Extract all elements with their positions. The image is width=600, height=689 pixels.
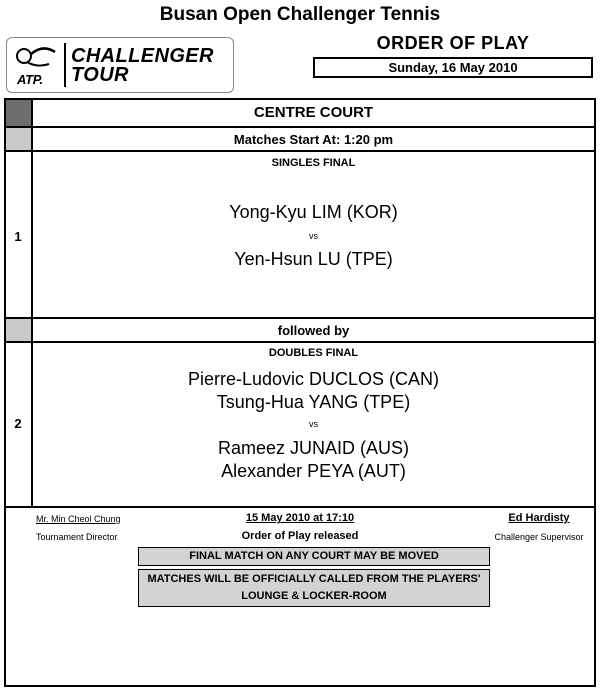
followed-by-marker [6,319,31,341]
notice-final-match-text: FINAL MATCH ON ANY COURT MAY BE MOVED [189,550,439,562]
start-time: Matches Start At: 1:20 pm [233,132,394,147]
divider [4,341,596,343]
match-2-team2-player-2: Alexander PEYA (AUT) [221,461,406,481]
divider [4,506,596,508]
supervisor-name: Ed Hardisty [508,512,570,524]
followed-by-label: followed by [277,323,350,338]
court-name: CENTRE COURT [253,104,374,121]
tournament-director-title: Tournament Director [36,532,118,542]
notice-matches-called [138,569,490,607]
tournament-director-name: Mr. Min Cheol Chung [36,514,121,524]
match-1-player-2: Yen-Hsun LU (TPE) [234,249,393,269]
logo-challenger-text: CHALLENGER [71,45,214,67]
match-1-round: SINGLES FINAL [271,157,356,169]
logo-divider [64,43,66,87]
match-1-vs: vs [309,231,318,241]
order-of-play-heading: ORDER OF PLAY [376,33,530,53]
match-2-number: 2 [14,416,22,431]
supervisor-title: Challenger Supervisor [494,532,584,542]
tennis-player-icon [13,44,57,72]
court-header-marker [6,100,31,126]
match-1-number: 1 [14,229,22,244]
order-of-play-date: Sunday, 16 May 2010 [313,57,593,78]
number-column-divider [31,100,33,506]
match-1-player-1: Yong-Kyu LIM (KOR) [229,202,398,222]
release-label: Order of Play released [241,530,359,542]
logo-tour-text: TOUR [71,64,129,86]
match-2-team2-player-1: Rameez JUNAID (AUS) [217,438,410,458]
divider [4,317,596,319]
notice-line-2: LOUNGE & LOCKER-ROOM [241,590,387,602]
match-2-team1-player-1: Pierre-Ludovic DUCLOS (CAN) [187,369,440,389]
tournament-title: Busan Open Challenger Tennis [159,4,441,25]
divider [4,150,596,152]
match-2-team1-player-2: Tsung-Hua YANG (TPE) [216,392,411,412]
notice-final-match [138,547,490,566]
atp-challenger-logo [6,37,234,93]
match-2-vs: vs [309,419,318,429]
atp-logo-text: ATP. [17,72,43,87]
divider [4,126,596,128]
notice-line-1: MATCHES WILL BE OFFICIALLY CALLED FROM THE PLAYERS' [147,573,481,585]
release-timestamp: 15 May 2010 at 17:10 [245,512,355,524]
start-time-marker [6,128,31,150]
match-2-round: DOUBLES FINAL [268,347,359,359]
